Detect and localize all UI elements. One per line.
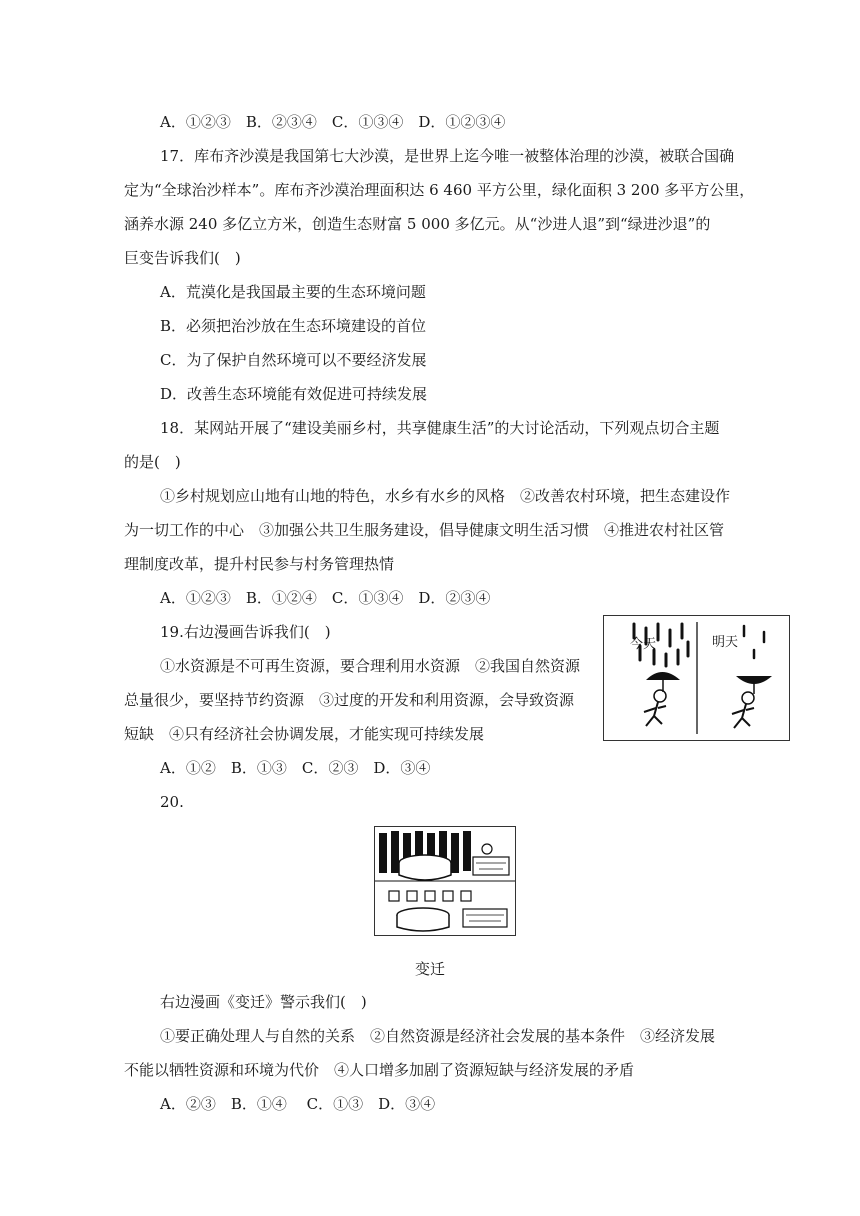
q20-stem: 右边漫画《变迁》警示我们( ) [160, 993, 367, 1011]
q17-stem-line-2: 定为“全球治沙样本”。库布齐沙漠治理面积达 6 460 平方公里，绿化面积 3 200 多平方公里， [124, 181, 755, 199]
q17-option-a: A．荒漠化是我国最主要的生态环境问题 [160, 283, 426, 301]
q20-statement-line-1: ①要正确处理人与自然的关系 ②自然资源是经济社会发展的基本条件 ③经济发展 [160, 1027, 716, 1045]
q18-statement-line-3: 理制度改革，提升村民参与村务管理热情 [124, 555, 395, 573]
q20-cartoon-caption: 变迁 [414, 960, 445, 978]
rain-umbrella-cartoon [603, 615, 790, 741]
cartoon-label-today: 今天 [630, 637, 657, 652]
q20-number: 20. [160, 793, 184, 811]
q19-options: A．①② B．①③ C．②③ D．③④ [160, 759, 431, 777]
q17-option-b: B．必须把治沙放在生态环境建设的首位 [160, 317, 427, 335]
q19-statement-line-1: ①水资源是不可再生资源，要合理利用水资源 ②我国自然资源 [160, 657, 581, 675]
q17-option-c: C．为了保护自然环境可以不要经济发展 [160, 351, 427, 369]
q18-stem-line-1: 18．某网站开展了“建设美丽乡村，共享健康生活”的大讨论活动，下列观点切合主题 [160, 419, 720, 437]
q20-statement-line-2: 不能以牺牲资源和环境为代价 ④人口增多加剧了资源短缺与经济发展的矛盾 [124, 1061, 635, 1079]
q18-statement-line-2: 为一切工作的中心 ③加强公共卫生服务建设，倡导健康文明生活习惯 ④推进农村社区管 [124, 521, 725, 539]
q17-stem-line-4: 巨变告诉我们( ) [124, 249, 241, 267]
q17-stem-line-3: 涵养水源 240 多亿立方米，创造生态财富 5 000 多亿元。从“沙进人退”到“绿进沙退”的 [124, 215, 711, 233]
q18-stem-line-2: 的是( ) [124, 453, 181, 471]
q19-statement-line-2: 总量很少，要坚持节约资源 ③过度的开发和利用资源，会导致资源 [124, 691, 575, 709]
q16-options: A．①②③ B．②③④ C．①③④ D．①②③④ [160, 113, 506, 131]
q17-stem-line-1: 17．库布齐沙漠是我国第七大沙漠，是世界上迄今唯一被整体治理的沙漠，被联合国确 [160, 147, 735, 165]
q20-options: A．②③ B．①④ C．①③ D．③④ [160, 1095, 436, 1113]
change-cartoon [374, 826, 516, 936]
q18-statement-line-1: ①乡村规划应山地有山地的特色，水乡有水乡的风格 ②改善农村环境，把生态建设作 [160, 487, 731, 505]
q18-options: A．①②③ B．①②④ C．①③④ D．②③④ [160, 589, 491, 607]
q17-option-d: D．改善生态环境能有效促进可持续发展 [160, 385, 428, 403]
q19-statement-line-3: 短缺 ④只有经济社会协调发展，才能实现可持续发展 [124, 725, 485, 743]
cartoon-label-tomorrow: 明天 [712, 635, 739, 650]
q19-stem: 19.右边漫画告诉我们( ) [160, 623, 331, 641]
